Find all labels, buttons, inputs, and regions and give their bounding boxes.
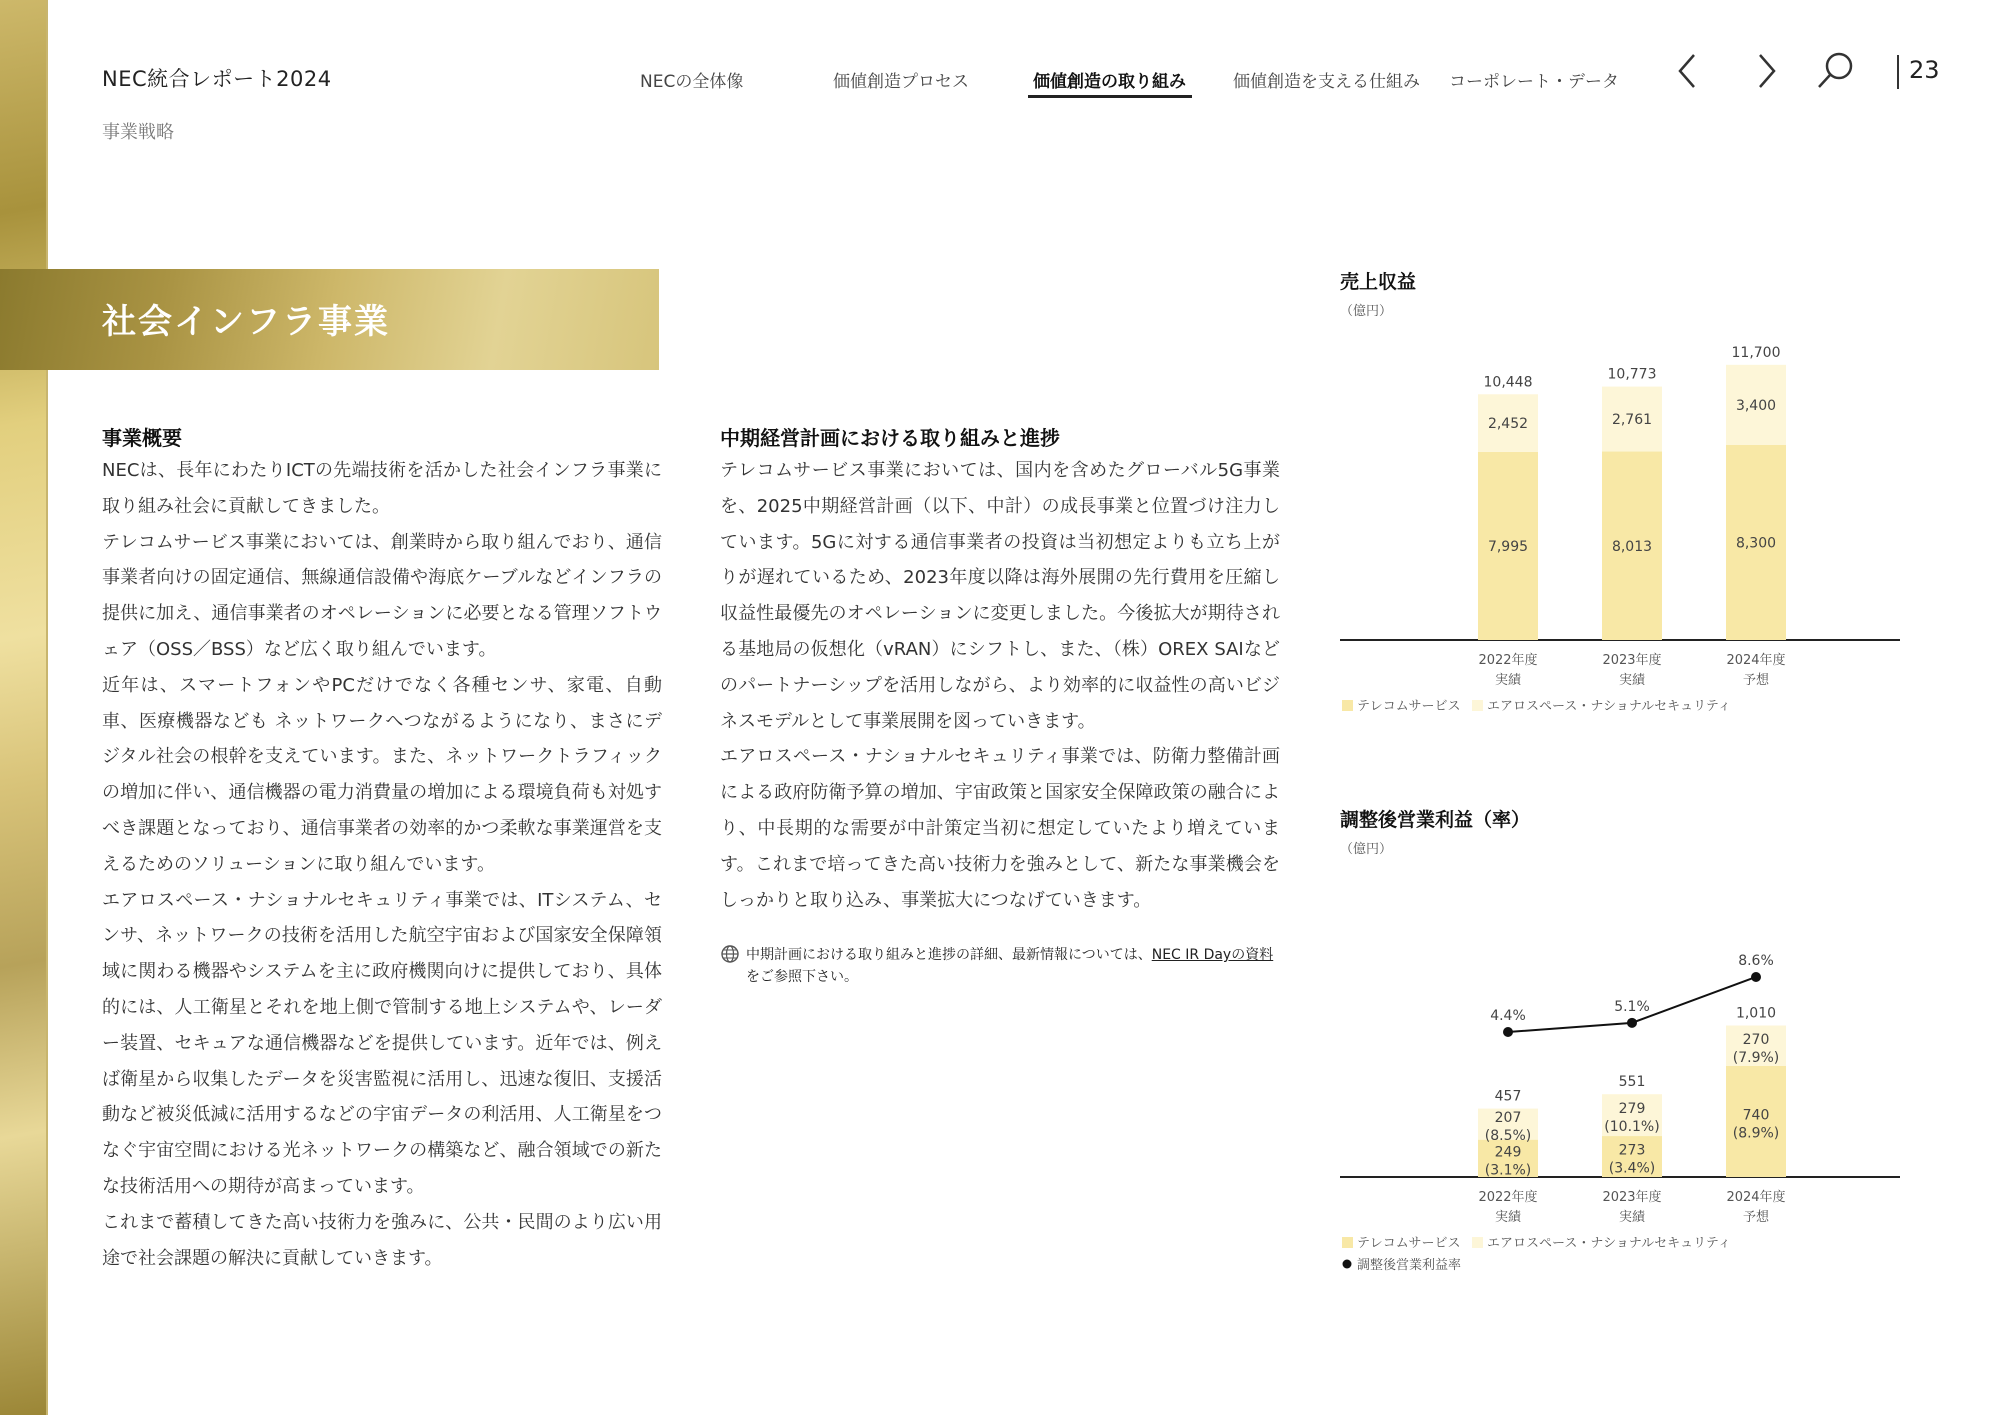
legend-label-aerospace: エアロスペース・ナショナルセキュリティ — [1487, 699, 1731, 714]
midterm-paragraph: テレコムサービス事業においては、国内を含めたグローバル5G事業を、2025中期経営計画（以下、中計）の成長事業と位置づけ注力しています。5Gに対する通信事業者の投資は当初想定よりも立ち上がりが遅れているため、2023年度以降は海外展開の先行費用を圧縮し収益性最優先のオペレーションに変更しました。今後拡大が期待される基地局の仮想化（vRAN）にシフトし、また、（株）OREX SAIなどのパートナーシップを活用しながら、より効率的に収益性の高いビジネスモデルとして事業展開を図っていきます。 — [720, 460, 1280, 732]
rate-value-label: 8.6% — [1738, 952, 1774, 969]
rate-value-label: 5.1% — [1614, 998, 1650, 1015]
aerospace-value-label: 207 — [1494, 1110, 1522, 1127]
total-value-label: 551 — [1618, 1074, 1646, 1091]
decorative-gold-sidebar — [0, 0, 48, 1415]
page-number: 23 — [1909, 56, 1940, 84]
aerospace-margin-label: (8.5%) — [1484, 1128, 1532, 1145]
category-tick-label: 2023年度 — [1602, 653, 1662, 668]
overview-paragraph: テレコムサービス事業においては、創業時から取り組んでおり、通信事業者向けの固定通信、無線通信設備や海底ケーブルなどインフラの提供に加え、通信事業者のオペレーションに必要となる管理ソフトウェア（OSS／BSS）など広く取り組んでいます。 — [102, 531, 662, 660]
category-tick-sublabel: 予想 — [1742, 673, 1770, 688]
aerospace-margin-label: (7.9%) — [1732, 1049, 1780, 1066]
nav-item-value-support[interactable]: 価値創造を支える仕組み — [1233, 72, 1420, 92]
legend-swatch-aerospace — [1472, 1237, 1483, 1248]
category-tick-label: 2022年度 — [1478, 653, 1538, 668]
aerospace-value-label: 2,452 — [1487, 416, 1529, 433]
nav-item-overview[interactable]: NECの全体像 — [640, 72, 744, 92]
midterm-paragraph: エアロスペース・ナショナルセキュリティ事業では、防衛力整備計画による政府防衛予算の増加、宇宙政策と国家安全保障政策の融合により、中長期的な需要が中計策定当初に想定していたより増えています。これまで培ってきた高い技術力を強みとして、新たな事業機会をしっかりと取り込み、事業拡大につなげていきます。 — [720, 746, 1280, 911]
category-tick-sublabel: 実績 — [1494, 673, 1522, 688]
telecom-value-label: 8,013 — [1611, 538, 1653, 555]
aerospace-margin-label: (10.1%) — [1604, 1119, 1660, 1136]
category-tick-label: 2022年度 — [1478, 1190, 1538, 1205]
legend-label-rate: 調整後営業利益率 — [1357, 1258, 1462, 1273]
previous-page-button[interactable] — [1666, 48, 1712, 94]
aerospace-value-label: 2,761 — [1611, 412, 1653, 429]
chevron-left-icon — [1666, 48, 1712, 94]
midterm-body — [720, 453, 1280, 918]
overview-body — [102, 453, 662, 1276]
active-nav-underline — [1028, 95, 1192, 98]
nav-item-corporate-data[interactable]: コーポレート・データ — [1449, 72, 1619, 92]
telecom-margin-label: (3.4%) — [1608, 1160, 1656, 1177]
search-icon — [1812, 48, 1858, 94]
rate-point-2 — [1751, 972, 1761, 982]
total-value-label: 10,773 — [1607, 366, 1657, 383]
rate-value-label: 4.4% — [1490, 1008, 1526, 1024]
section-title: 社会インフラ事業 — [102, 302, 390, 342]
legend-swatch-rate — [1343, 1260, 1352, 1269]
section-label: 事業戦略 — [102, 122, 174, 143]
telecom-value-label: 740 — [1742, 1107, 1770, 1124]
report-title: NEC統合レポート2024 — [102, 67, 332, 91]
category-tick-sublabel: 予想 — [1742, 1210, 1770, 1225]
profit-chart-unit: （億円） — [1340, 842, 1393, 857]
total-value-label: 457 — [1494, 1088, 1522, 1105]
revenue-chart-title: 売上収益 — [1340, 271, 1417, 293]
nav-item-value-process[interactable]: 価値創造プロセス — [833, 72, 969, 92]
legend-label-telecom: テレコムサービス — [1357, 1236, 1461, 1251]
aerospace-value-label: 3,400 — [1735, 397, 1777, 414]
overview-paragraph: これまで蓄積してきた高い技術力を強みに、公共・民間のより広い用途で社会課題の解決に貢献していきます。 — [102, 1211, 662, 1269]
revenue-chart — [1330, 330, 1910, 730]
aerospace-value-label: 279 — [1618, 1101, 1646, 1118]
note-suffix: をご参照下さい。 — [746, 969, 858, 985]
legend-label-telecom: テレコムサービス — [1357, 699, 1461, 714]
overview-heading: 事業概要 — [102, 426, 182, 450]
total-value-label: 1,010 — [1735, 1005, 1777, 1022]
ir-day-link[interactable]: NEC IR Dayの資料 — [1151, 947, 1274, 963]
category-tick-sublabel: 実績 — [1618, 1210, 1646, 1225]
total-value-label: 11,700 — [1731, 344, 1781, 361]
category-tick-sublabel: 実績 — [1494, 1210, 1522, 1225]
chevron-right-icon — [1744, 48, 1790, 94]
telecom-margin-label: (3.1%) — [1484, 1162, 1532, 1179]
overview-paragraph: エアロスペース・ナショナルセキュリティ事業では、ITシステム、センサ、ネットワークの技術を活用した航空宇宙および国家安全保障領域に関わる機器やシステムを主に政府機関向けに提供しており、具体的には、人工衛星とそれを地上側で管制する地上システムや、レーダー装置、セキュアな通信機器などを提供しています。近年では、例えば衛星から収集したデータを災害監視に活用し、迅速な復旧、支援活動など被災低減に活用するなどの宇宙データの利活用、人工衛星をつなぐ宇宙空間における光ネットワークの構築など、融合領域での新たな技術活用への期待が高まっています。 — [102, 889, 662, 1197]
category-tick-sublabel: 実績 — [1618, 673, 1646, 688]
profit-chart — [1330, 930, 1910, 1290]
rate-point-1 — [1627, 1018, 1637, 1028]
ir-day-note — [720, 944, 1280, 988]
legend-swatch-telecom — [1342, 1237, 1353, 1248]
category-tick-label: 2024年度 — [1726, 1190, 1786, 1205]
note-prefix: 中期計画における取り組みと進捗の詳細、最新情報については、 — [746, 947, 1152, 963]
legend-swatch-telecom — [1342, 700, 1353, 711]
page-number-divider — [1897, 55, 1899, 89]
search-button[interactable] — [1812, 48, 1858, 94]
aerospace-value-label: 270 — [1742, 1031, 1770, 1048]
telecom-value-label: 7,995 — [1487, 538, 1529, 555]
legend-label-aerospace: エアロスペース・ナショナルセキュリティ — [1487, 1236, 1731, 1251]
revenue-chart-unit: （億円） — [1340, 304, 1393, 319]
telecom-value-label: 249 — [1494, 1144, 1522, 1161]
telecom-margin-label: (8.9%) — [1732, 1125, 1780, 1142]
next-page-button[interactable] — [1744, 48, 1790, 94]
midterm-heading: 中期経営計画における取り組みと進捗 — [720, 426, 1060, 450]
category-tick-label: 2023年度 — [1602, 1190, 1662, 1205]
legend-swatch-aerospace — [1472, 700, 1483, 711]
nav-item-value-initiatives[interactable]: 価値創造の取り組み — [1033, 72, 1186, 92]
category-tick-label: 2024年度 — [1726, 653, 1786, 668]
total-value-label: 10,448 — [1483, 374, 1533, 391]
telecom-value-label: 8,300 — [1735, 535, 1777, 552]
profit-chart-title: 調整後営業利益（率） — [1340, 809, 1531, 831]
overview-paragraph: NECは、長年にわたりICTの先端技術を活かした社会インフラ事業に取り組み社会に貢献してきました。 — [102, 460, 662, 517]
rate-point-0 — [1503, 1027, 1513, 1037]
overview-paragraph: 近年は、スマートフォンやPCだけでなく各種センサ、家電、自動車、医療機器なども ネットワークへつながるようになり、まさにデジタル社会の根幹を支えています。また、ネットワークトラフィックの増加に伴い、通信機器の電力消費量の増加による環境負荷も対処すべき課題となっており、通信事業者の効率的かつ柔軟な事業運営を支えるためのソリューションに取り組んでいます。 — [102, 674, 662, 875]
telecom-value-label: 273 — [1618, 1142, 1646, 1159]
